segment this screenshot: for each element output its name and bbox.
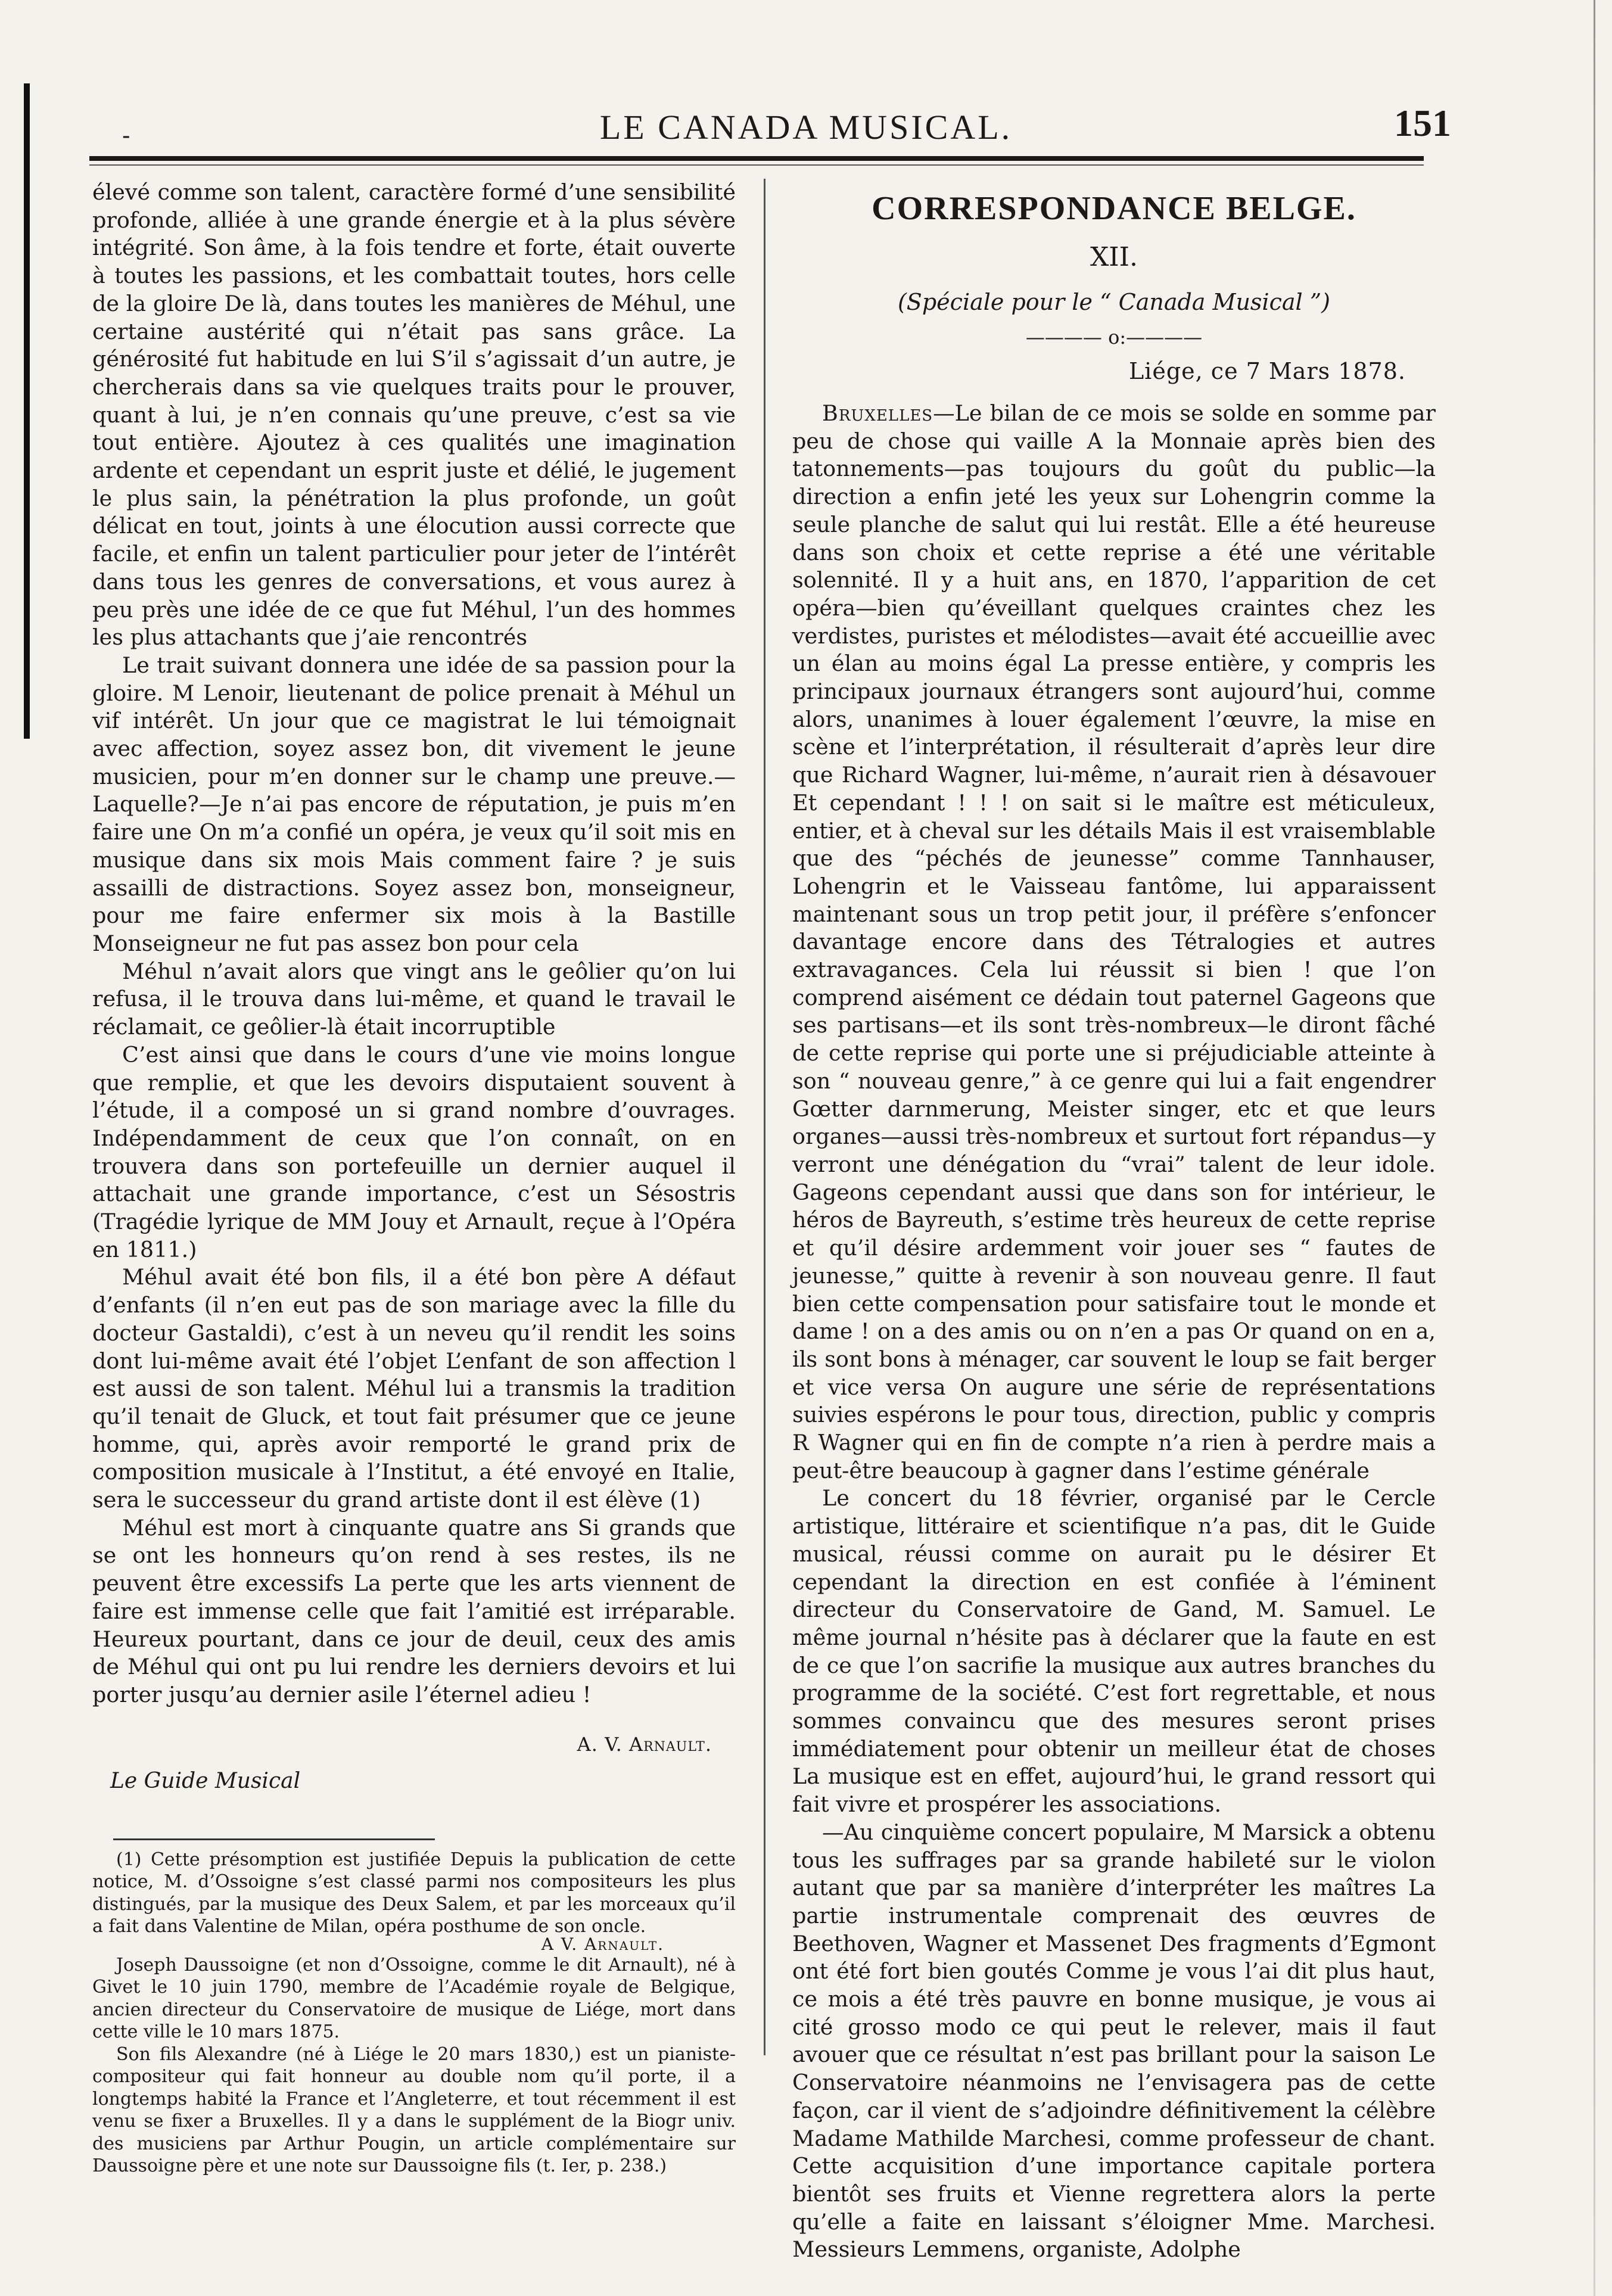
paragraph: C’est ainsi que dans le cours d’une vie moins longue que remplie, et que les devoirs disputaient souvent à l’étude, il a composé un si grand nombre d’ouvrages. Indépendamment de ceux que l’on connaît, on en trouvera dans son portefeuille un dernier auquel il attachait une grande importance, c’est un Sésostris (Tragédie lyrique de MM Jouy et Arnault, reçue à l’Opéra en 1811.) xyxy=(92,1041,736,1262)
paragraph: Méhul avait été bon fils, il a été bon père A défaut d’enfants (il n’en eut pas de son mariage avec la fille du docteur Gastaldi), c’est à un neveu qu’il rendit les soins dont lui-même avait été l’objet L’enfant de son affection l est aussi de son talent. Méhul lui a transmis la tradition qu’il tenait de Gluck, et tout fait présumer que ce jeune homme, qui, après avoir remporté le grand prix de composition musicale à l’Institut, a été envoyé en Italie, sera le successeur du grand artiste dont il est élève (1) xyxy=(92,1264,736,1513)
lead-word: Bruxelles xyxy=(822,400,933,426)
header-dash: - xyxy=(122,122,130,150)
paragraph: Le trait suivant donnera une idée de sa passion pour la gloire. M Lenoir, lieutenant de police prenait à Méhul un vif intérêt. Un jour que ce magistrat le lui témoignait avec affection, soyez assez bon, dit vivement le jeune musicien, pour m’en donner sur le champ une preuve.—Laquelle?—Je n’ai pas encore de réputation, je puis m’en faire une On m’a confié un opéra, je veux qu’il soit mis en musique dans six mois Mais comment faire ? je suis assailli de distractions. Soyez assez bon, monseigneur, pour me faire enfermer six mois à la Bastille Monseigneur ne fut pas assez bon pour cela xyxy=(92,652,736,956)
separator: ———— o:———— xyxy=(1025,326,1203,349)
footnote xyxy=(92,1849,736,2177)
paragraph-text: —Le bilan de ce mois se solde en somme par peu de chose qui vaille A la Monnaie après bien des tatonnements—pas toujours du goût du public—la direction a enfin jeté les yeux sur Lohengrin comme la seule planche de salut qui lui restât. Elle a été heureuse dans son choix et cette reprise a été une véritable solennité. Il y a huit ans, en 1870, l’apparition de cet opéra—bien qu’éveillant quelques craintes chez les verdistes, puristes et mélodistes—avait été accueillie avec un élan au moins égal La presse entière, y compris les principaux journaux étrangers sont aujourd’hui, comme alors, unanimes à louer également l’œuvre, la mise en scène et l’interprétation, il résulterait d’après leur dire que Richard Wagner, lui-même, n’aurait rien à désavouer Et cependant ! ! ! on sait si le maître est méticuleux, entier, et à cheval sur les détails Mais il est vraisemblable que des “péchés de jeunesse” comme Tannhauser, Lohengrin et le Vaisseau fantôme, lui apparaissent maintenant sous un trop petit jour, il préfère s’enfoncer davantage encore dans des Tétralogies et autres extravagances. Cela lui réussit si bien ! que l’on comprend aisément ce dédain tout paternel Gageons que ses partisans—et ils sont très-nombreux—le diront fâché de cette reprise qui porte une si préjudiciable atteinte à son “ nouveau genre,” à ce genre qui lui a fait engendrer Gœtter darnmerung, Meister singer, etc et que leurs organes—aussi très-nombreux et surtout fort répandus—y verront une dénégation du “vrai” talent de leur idole. Gageons cependant aussi que dans son for intérieur, le héros de Bayreuth, s’estime très heureux de cette reprise et qu’il désire ardemment voir jouer ses “ fautes de jeunesse,” quitte à revenir à son nouveau genre. Il faut bien cette compensation pour satisfaire tout le monde et dame ! on a des amis ou on n’en a pas Or quand on en a, ils sont bons à ménager, car souvent le loup se fait berger et vice versa On augure une série de représentations suivies espérons le pour tous, direction, public y compris R Wagner qui en fin de compte n’a rien à perdre mais a peut-être beaucoup à gagner dans l’estime générale xyxy=(792,400,1436,1483)
paragraph: Méhul n’avait alors que vingt ans le geôlier qu’on lui refusa, il le trouva dans lui-même, et quand le travail le réclamait, ce geôlier-là était incorruptible xyxy=(92,958,736,1040)
dateline: Liége, ce 7 Mars 1878. xyxy=(1128,358,1406,384)
paragraph: élevé comme son talent, caractère formé d’une sensibilité profonde, alliée à une grande énergie et à la plus sévère intégrité. Son âme, à la fois tendre et forte, était ouverte à toutes les passions, et les combattait toutes, hors celle de la gloire De là, dans toutes les manières de Méhul, une certaine austérité qui n’était pas sans grâce. La générosité fut habitude en lui S’il s’agissait d’un autre, je chercherais dans sa vie quelques traits pour le prouver, quant à lui, je n’en connais qu’une preuve, c’est sa vie tout entière. Ajoutez à ces qualités une imagination ardente et cependant un esprit juste et délié, le jugement le plus sain, la pénétration la plus profonde, un goût délicat en tout, joints à une élocution aussi correcte que facile, et enfin un talent particulier pour jeter de l’intérêt dans tous les genres de conversations, et vous aurez à peu près une idée de ce que fut Méhul, l’un des hommes les plus attachants que j’aie rencontrés xyxy=(92,179,736,651)
footnote-signature: A V. Arnault. xyxy=(541,1934,664,1954)
signature: A. V. Arnault. xyxy=(577,1732,712,1756)
article-subtitle: (Spéciale pour le “ Canada Musical ”) xyxy=(897,289,1330,315)
column-divider xyxy=(764,179,765,2055)
right-column xyxy=(792,179,1436,2264)
header-rule xyxy=(89,156,1424,161)
paragraph: —Au cinquième concert populaire, M Marsick a obtenu tous les suffrages par sa grande habileté sur le violon autant que par sa manière d’interpréter les maîtres La partie instrumentale comprenait des œuvres de Beethoven, Wagner et Massenet Des fragments d’Egmont ont été fort bien goutés Comme je vous l’ai dit plus haut, ce mois a été très pauvre en bonne musique, je vous ai cité grosso modo ce qui peut le relever, mais il faut avouer que ce résultat n’est pas brillant pour la saison Le Conservatoire néanmoins ne l’envisagera pas de cette façon, car il vient de s’adjoindre définitivement la célèbre Madame Mathilde Marchesi, comme professeur de chant. Cette acquisition d’une importance capitale portera bientôt ses fruits et Vienne regrettera alors la perte qu’elle a faite en laissant s’éloigner Mme. Marchesi. Messieurs Lemmens, organiste, Adolphe xyxy=(792,1819,1436,2263)
paragraph: Le concert du 18 février, organisé par le Cercle artistique, littéraire et scientifique n’a pas, dit le Guide musical, réussi comme on aurait pu le désirer Et cependant la direction en est confiée à l’éminent directeur du Conservatoire de Gand, M. Samuel. Le même journal n’hésite pas à déclarer que la faute en est de ce que l’on sacrifie la musique aux autres branches du programme de la société. C’est fort regrettable, et nous sommes convaincu que des mesures seront prises immédiatement pour obtenir un meilleur état de choses La musique est en effet, aujourd’hui, le grand ressort qui fait vivre et prospérer les associations. xyxy=(792,1485,1436,1818)
article-title: CORRESPONDANCE BELGE. xyxy=(872,190,1356,227)
left-column xyxy=(92,179,736,2177)
source-credit: Le Guide Musical xyxy=(110,1768,301,1793)
page-edge xyxy=(1594,0,1595,2296)
footnote-paragraph: Joseph Daussoigne (et non d’Ossoigne, comme le dit Arnault), né à Givet le 10 juin 1790, membre de l’Académie royale de Belgique, ancien directeur du Conservatoire de musique de Liége, mort dans cette ville le 10 mars 1875. xyxy=(92,1954,736,2043)
running-title: LE CANADA MUSICAL. xyxy=(599,108,1013,147)
header-rule-thin xyxy=(89,164,1424,166)
page-number: 151 xyxy=(1394,102,1451,144)
paragraph: Méhul est mort à cinquante quatre ans Si grands que se ont les honneurs qu’on rend à ses restes, ils ne peuvent être excessifs La perte que les arts viennent de faire est immense celle que fait l’amitié est irréparable. Heureux pourtant, dans ce jour de deuil, ceux des amis de Méhul qui ont pu lui rendre les derniers devoirs et lui porter jusqu’au dernier asile l’éternel adieu ! xyxy=(92,1514,736,1707)
article-number: XII. xyxy=(1090,242,1138,272)
paragraph xyxy=(792,400,1436,1485)
footnote-rule xyxy=(113,1838,435,1840)
footnote-paragraph: (1) Cette présomption est justifiée Depuis la publication de cette notice, M. d’Ossoigne s’est classé parmi nos compositeurs les plus distingués, par la musique des Deux Salem, et par les morceaux qu’il a fait dans Valentine de Milan, opéra posthume de son oncle. xyxy=(92,1849,736,1937)
binding-edge-bar xyxy=(24,83,30,739)
footnote-paragraph: Son fils Alexandre (né à Liége le 20 mars 1830,) est un pianiste-compositeur qui fait honneur au double nom qu’il porte, il a longtemps habité la France et l’Angleterre, et tout récemment il est venu se fixer a Bruxelles. Il y a dans le supplément de la Biogr univ. des musiciens par Arthur Pougin, un article complémentaire sur Daussoigne père et une note sur Daussoigne fils (t. Ier, p. 238.) xyxy=(92,2043,736,2177)
